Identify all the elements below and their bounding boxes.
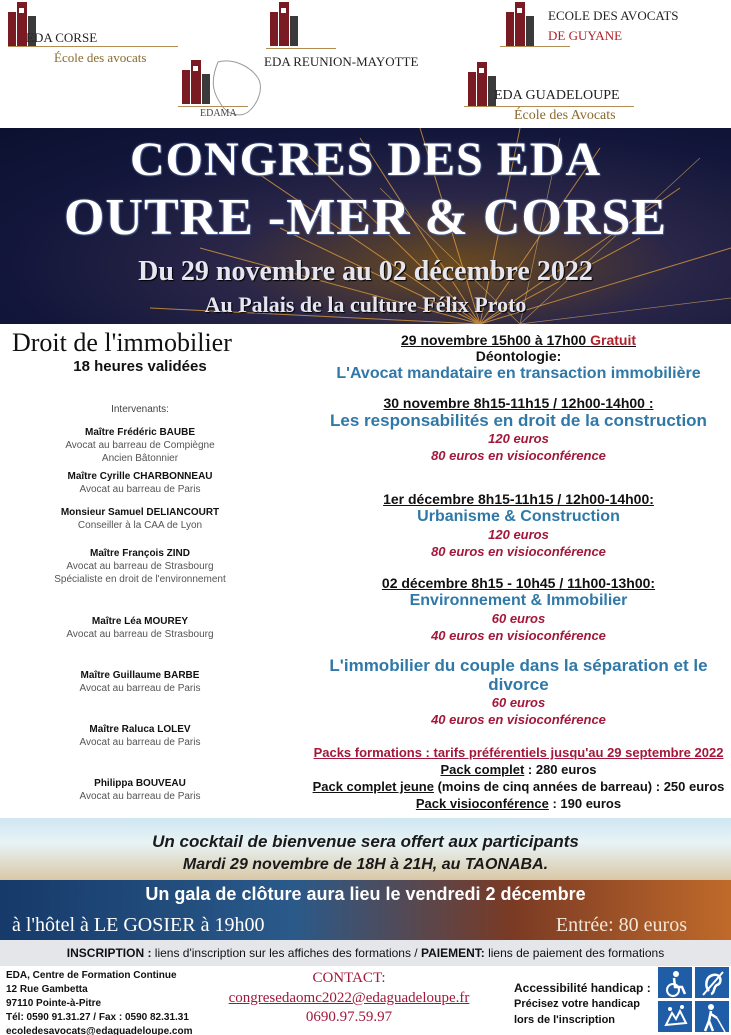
speakers-heading: Intervenants: — [111, 404, 169, 415]
logo-edama-name: EDAMA — [200, 108, 237, 119]
session-price-visio: 80 euros en visioconférence — [431, 544, 606, 559]
validated-hours: 18 heures validées — [73, 358, 207, 375]
speakers-list — [30, 404, 250, 802]
speaker-item — [30, 669, 250, 695]
gala-band — [0, 880, 731, 940]
inscription-label: INSCRIPTION : — [66, 946, 152, 960]
sign-language-icon — [657, 1000, 693, 1033]
phone-line: Tél: 0590 91.31.27 / Fax : 0590 82.31.31 — [6, 1012, 189, 1023]
wheelchair-icon — [657, 966, 693, 999]
inscription-text: liens d'inscription sur les affiches des formations / — [151, 946, 421, 960]
address-line: 12 Rue Gambetta — [6, 984, 88, 995]
speaker-role: Avocat au barreau de Compiègne — [65, 440, 215, 451]
pack-jeune-label: Pack complet jeune — [312, 779, 434, 794]
speaker-item — [30, 723, 250, 749]
speaker-role: Avocat au barreau de Paris — [79, 484, 201, 495]
speaker-name: Maître Raluca LOLEV — [89, 724, 191, 735]
banner-place: Au Palais de la culture Félix Proto — [204, 292, 527, 317]
address-line: EDA, Centre de Formation Continue — [6, 970, 177, 981]
speaker-item — [30, 547, 250, 586]
pack-visio — [306, 795, 731, 812]
logo-corse-name: EDA CORSE — [26, 30, 98, 45]
logo-eda-reunion — [262, 2, 442, 72]
session-1 — [306, 332, 731, 383]
eda-building-icon — [270, 2, 304, 46]
logo-guadeloupe-sub: École des Avocats — [514, 108, 616, 123]
gala-line-2: à l'hôtel à LE GOSIER à 19h00 — [12, 914, 265, 936]
session-2 — [306, 395, 731, 464]
session-date — [306, 332, 731, 348]
session-price-visio: 80 euros en visioconférence — [431, 448, 606, 463]
session-price-visio: 40 euros en visioconférence — [431, 712, 606, 727]
speaker-role: Ancien Bâtonnier — [101, 453, 179, 464]
gala-line-1: Un gala de clôture aura lieu le vendredi 2 décembre — [145, 884, 586, 904]
speaker-role: Spécialiste en droit de l'environnement — [54, 574, 226, 585]
speaker-item — [30, 777, 250, 803]
banner-title-1: CONGRES DES EDA — [129, 133, 602, 186]
cocktail-line-1: Un cocktail de bienvenue sera offert aux participants — [152, 832, 579, 851]
logo-corse-sub: École des avocats — [54, 50, 147, 65]
accessibility-block — [514, 980, 659, 1028]
accessibility-title: Accessibilité handicap : — [514, 981, 651, 995]
session-4 — [306, 575, 731, 644]
session-price: 120 euros — [488, 527, 549, 542]
logo-eda-corse — [8, 2, 178, 66]
accessibility-line-2: lors de l'inscription — [514, 1014, 616, 1026]
speaker-name: Monsieur Samuel DELIANCOURT — [60, 507, 220, 518]
accessibility-line-1: Précisez votre handicap — [514, 998, 640, 1010]
session-title: L'immobilier du couple dans la séparation et le divorce — [329, 656, 708, 694]
speaker-item — [30, 426, 250, 465]
speaker-name: Maître Frédéric BAUBE — [84, 427, 196, 438]
hero-banner — [0, 128, 731, 324]
speaker-item — [30, 470, 250, 496]
inscription-bar — [0, 940, 731, 966]
logo-guadeloupe-name: EDA GUADELOUPE — [494, 88, 620, 103]
speaker-name: Maître Guillaume BARBE — [80, 670, 200, 681]
speaker-name: Philippa BOUVEAU — [94, 778, 186, 789]
speaker-name: Maître François ZIND — [89, 548, 191, 559]
speaker-name: Maître Léa MOUREY — [91, 616, 189, 627]
cocktail-band — [0, 818, 731, 880]
gala-entry: Entrée: 80 euros — [555, 914, 687, 936]
logo-guyane-name: ECOLE DES AVOCATS — [548, 8, 679, 23]
session-price: 60 euros — [491, 695, 546, 710]
session-3 — [306, 491, 731, 560]
address-line: 97110 Pointe-à-Pitre — [6, 998, 102, 1009]
pack-visio-price: : 190 euros — [548, 796, 622, 811]
address-email[interactable]: ecoledesavocats@edaguadeloupe.com — [6, 1026, 193, 1035]
session-free-label: Gratuit — [590, 332, 636, 348]
logo-edama — [178, 56, 268, 122]
packs-heading: Packs formations : tarifs préférentiels jusqu'au 29 septembre 2022 — [313, 745, 724, 760]
speaker-role: Conseiller à la CAA de Lyon — [77, 520, 203, 531]
packs-section — [306, 744, 731, 812]
logos-header — [0, 0, 731, 128]
logo-reunion-name: EDA REUNION-MAYOTTE — [264, 54, 419, 69]
session-price-visio: 40 euros en visioconférence — [431, 628, 606, 643]
session-title: Urbanisme & Construction — [417, 508, 620, 525]
session-title: Les responsabilités en droit de la construction — [330, 411, 707, 430]
pack-jeune — [306, 778, 731, 795]
payment-label: PAIEMENT: — [420, 946, 485, 960]
banner-title-2: OUTRE -MER & CORSE — [63, 189, 668, 246]
contact-block — [190, 970, 508, 1026]
session-5 — [306, 656, 731, 728]
pack-jeune-price: (moins de cinq années de barreau) : 250 euros — [433, 779, 725, 794]
logo-guyane-sub: DE GUYANE — [548, 28, 623, 43]
blind-cane-icon — [694, 1000, 730, 1033]
speaker-name: Maître Cyrille CHARBONNEAU — [67, 471, 213, 482]
session-price: 60 euros — [491, 611, 546, 626]
session-date: 02 décembre 8h15 - 10h45 / 11h00-13h00: — [381, 575, 656, 591]
hearing-icon — [694, 966, 730, 999]
session-title: L'Avocat mandataire en transaction immobilière — [336, 365, 701, 382]
logo-eda-guyane — [500, 2, 700, 54]
eda-building-icon — [182, 60, 216, 104]
banner-dates: Du 29 novembre au 02 décembre 2022 — [138, 256, 593, 287]
contact-phone[interactable]: 0690.97.59.97 — [305, 1009, 393, 1025]
session-title: Environnement & Immobilier — [409, 592, 628, 609]
speaker-role: Avocat au barreau de Strasbourg — [66, 561, 214, 572]
pack-complet-price: : 280 euros — [524, 762, 597, 777]
contact-title: CONTACT: — [312, 970, 386, 986]
logo-eda-guadeloupe — [464, 62, 644, 126]
pack-complet — [306, 761, 731, 778]
session-date: 1er décembre 8h15-11h15 / 12h00-14h00: — [383, 491, 654, 507]
session-label: Déontologie: — [475, 348, 562, 364]
speaker-role: Avocat au barreau de Strasbourg — [66, 629, 214, 640]
address-block — [6, 969, 192, 1035]
pack-complet-label: Pack complet — [440, 762, 525, 777]
speaker-item — [30, 506, 250, 532]
session-price: 120 euros — [488, 431, 549, 446]
speaker-item — [30, 615, 250, 641]
speaker-role: Avocat au barreau de Paris — [79, 791, 201, 802]
speaker-role: Avocat au barreau de Paris — [79, 683, 201, 694]
payment-text: liens de paiement des formations — [484, 946, 665, 960]
subject-title: Droit de l'immobilier — [12, 328, 232, 357]
accessibility-icons — [657, 966, 731, 1035]
session-date: 30 novembre 8h15-11h15 / 12h00-14h00 : — [383, 395, 654, 411]
pack-visio-label: Pack visioconférence — [415, 796, 549, 811]
eda-building-icon — [506, 2, 540, 46]
contact-email-link[interactable]: congresedaomc2022@edaguadeloupe.fr — [228, 990, 470, 1006]
cocktail-line-2: Mardi 29 novembre de 18H à 21H, au TAONABA. — [182, 856, 549, 873]
speaker-role: Avocat au barreau de Paris — [79, 737, 201, 748]
session-date-text: 29 novembre 15h00 à 17h00 — [400, 332, 587, 348]
